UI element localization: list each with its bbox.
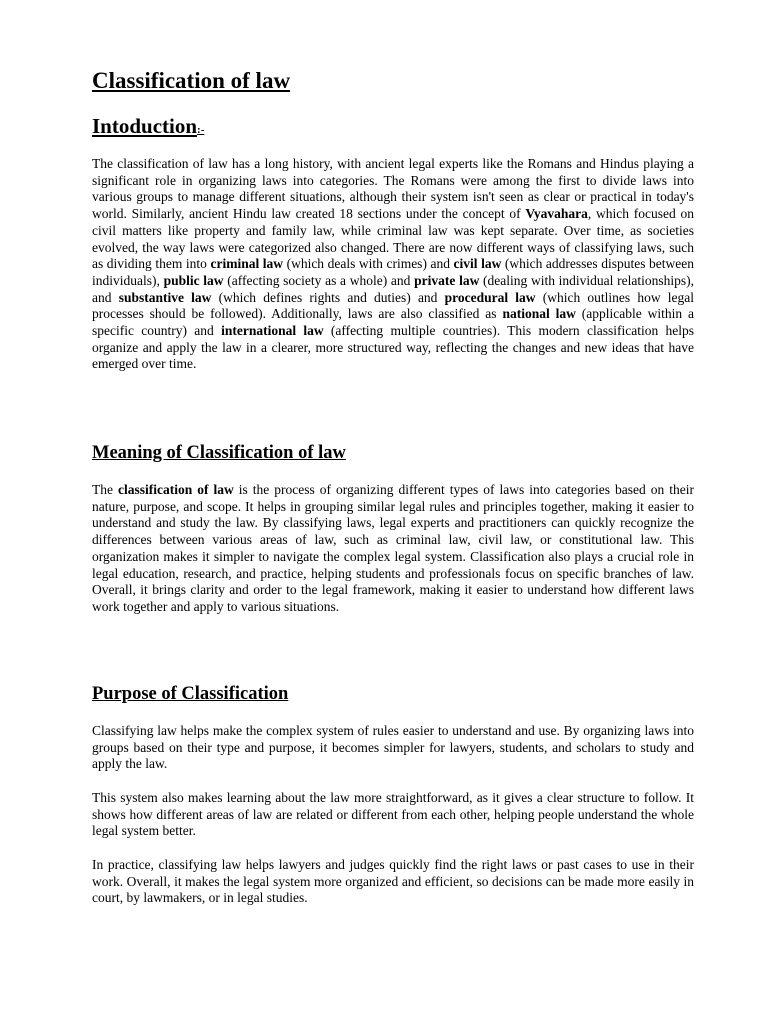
bold-term: public law <box>163 272 224 288</box>
bold-term: private law <box>414 272 480 288</box>
introduction-heading <box>92 114 204 139</box>
bold-term: criminal law <box>210 256 284 272</box>
bold-term: procedural law <box>444 289 536 305</box>
purpose-heading: Purpose of Classification <box>92 684 289 704</box>
bold-term: national law <box>502 306 576 322</box>
document-title: Classification of law <box>92 68 291 93</box>
meaning-paragraph: The classification of law is the process of organizing different types of laws into categories based on their nature, purpose, and scope. It helps in grouping similar legal rules and principles together, making it easier to understand and study the law. By classifying laws, legal experts and practitioners can quickly recognize the differences between various areas of law, such as criminal law, civil law, or constitutional law. This organization makes it simpler to navigate the complex legal system. Classification also plays a crucial role in legal education, research, and practice, helping students and professionals focus on specific branches of law. Overall, it brings clarity and order to the legal framework, making it easier to understand how different laws work together and apply to various situations. <box>92 482 694 614</box>
purpose-paragraph-2: This system also makes learning about the law more straightforward, as it gives a clear structure to follow. It shows how different areas of law are related or different from each other, helping people understand the whole legal system better. <box>92 790 694 839</box>
bold-term: Vyavahara <box>525 206 588 222</box>
bold-term: international law <box>221 323 324 339</box>
purpose-paragraph-3: In practice, classifying law helps lawyers and judges quickly find the right laws or past cases to use in their work. Overall, it makes the legal system more organized and efficient, so decisions can be made more easily in court, by lawmakers, or in legal studies. <box>92 857 694 906</box>
bold-term: civil law <box>453 256 502 272</box>
meaning-heading: Meaning of Classification of law <box>92 443 346 463</box>
introduction-paragraph: The classification of law has a long history, with ancient legal experts like the Romans and Hindus playing a significant role in organizing laws into categories. The Romans were among the first to divide laws into various groups to manage different situations, although their system isn't seen as clear or practical in today's world. Similarly, ancient Hindu law created 18 sections under the concept of Vyavahara, which focused on civil matters like property and family law, while criminal law was kept separate. Over time, as societies evolved, the way laws were categorized also changed. There are now different ways of classifying laws, such as dividing them into criminal law (which deals with crimes) and civil law (which addresses disputes between individuals), public law (affecting society as a whole) and private law (dealing with individual relationships), and substantive law (which defines rights and duties) and procedural law (which outlines how legal processes should be followed). Additionally, laws are also classified as national law (applicable within a specific country) and international law (affecting multiple countries). This modern classification helps organize and apply the law in a clearer, more structured way, reflecting the changes and new ideas that have emerged over time. <box>92 156 695 372</box>
bold-term: classification of law <box>118 482 234 497</box>
bold-term: substantive law <box>118 289 212 305</box>
introduction-heading-suffix: :- <box>197 124 205 136</box>
introduction-heading-text: Intoduction <box>92 114 198 138</box>
purpose-paragraph-1: Classifying law helps make the complex system of rules easier to understand and use. By organizing laws into groups based on their type and purpose, it becomes simpler for lawyers, students, and scholars to study and apply the law. <box>92 723 694 772</box>
